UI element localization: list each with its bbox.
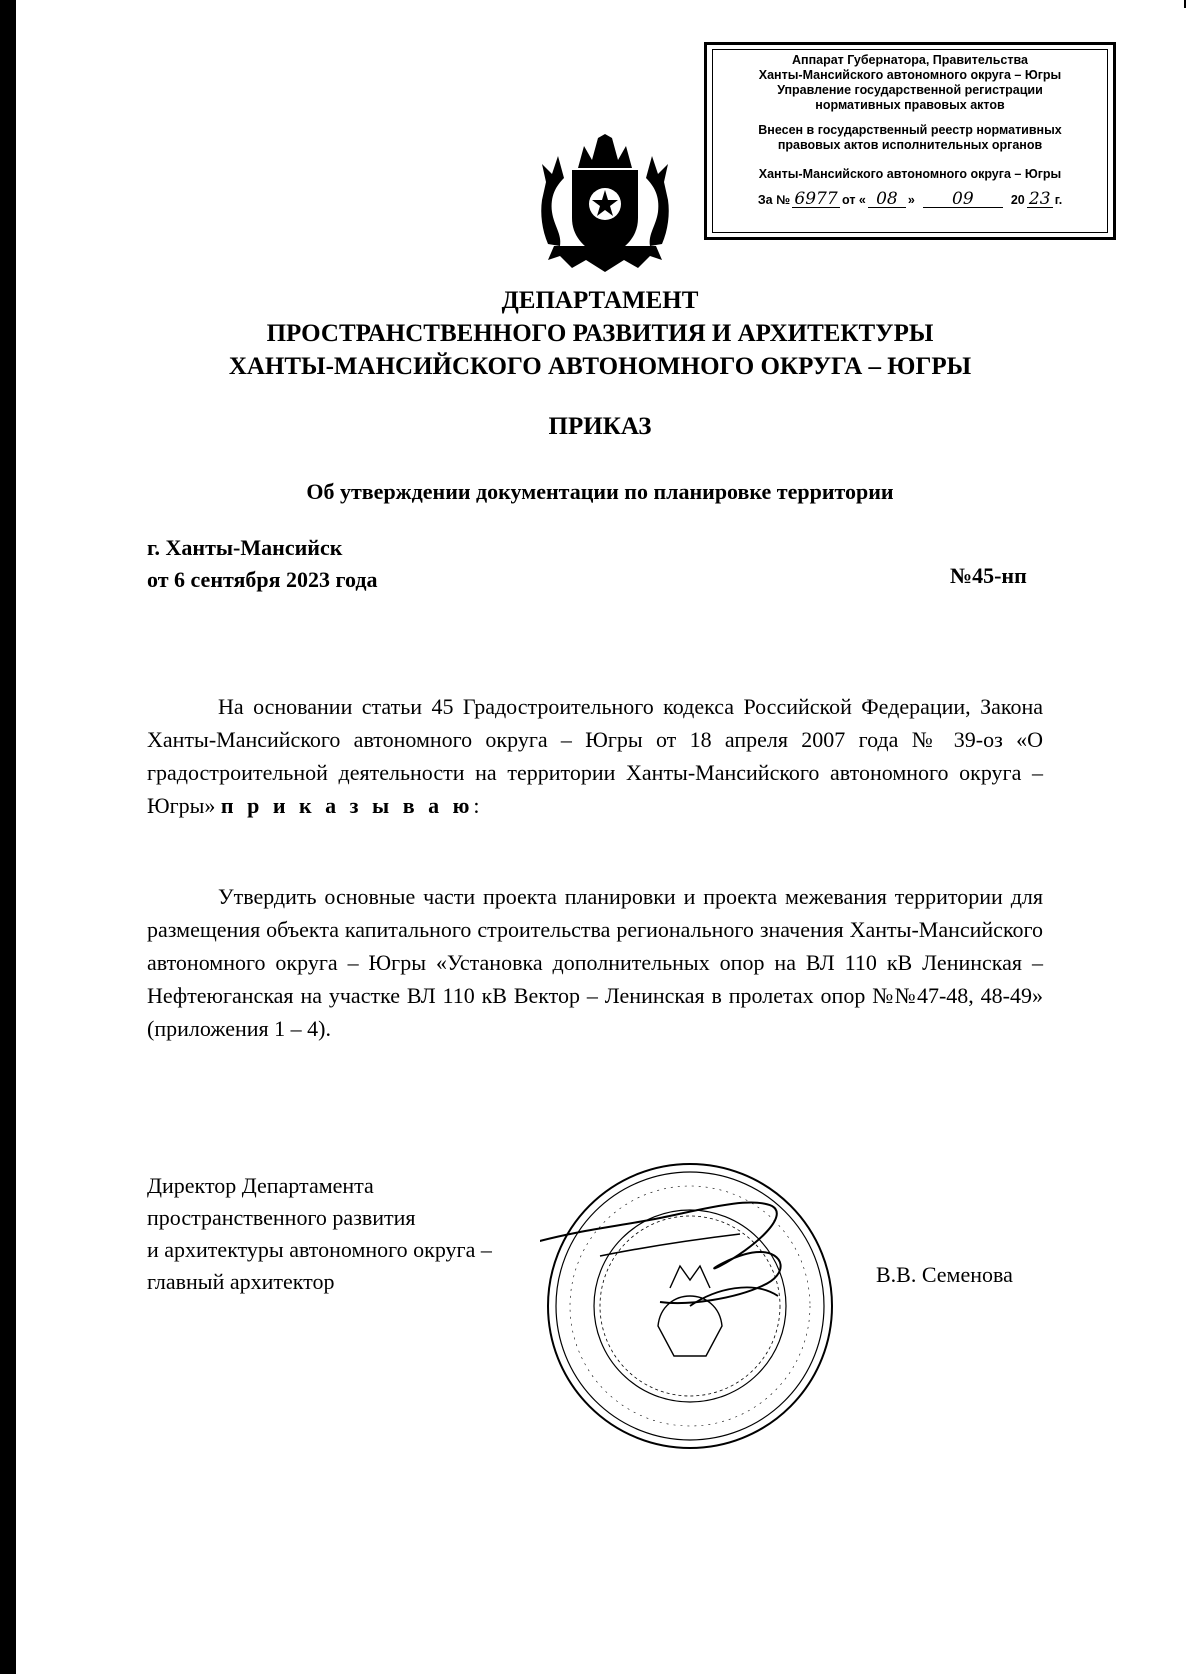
stamp-registry <box>707 123 1113 153</box>
signatory-name: В.В. Семенова <box>876 1262 1013 1287</box>
stamp-year-end: г. <box>1054 193 1063 207</box>
stamp-registry-line: Внесен в государственный реестр нормативных <box>758 123 1062 137</box>
department-name <box>150 284 1050 383</box>
stamp-number-prefix: За № <box>757 193 791 207</box>
stamp-year-suffix: 23 <box>1027 192 1053 208</box>
preamble-paragraph <box>147 690 1043 822</box>
resolution-paragraph: Утвердить основные части проекта планировки и проекта межевания территории для размещения объекта капитального строительства регионального значения Ханты-Мансийского автономного округа – Югры «Установка дополнительных опор на ВЛ 110 кВ Ленинская – Нефтеюганская на участке ВЛ 110 кВ Вектор – Ленинская в пролетах опор №№47-48, 48-49» (приложения 1 – 4). <box>147 884 1043 1041</box>
stamp-day-close: » <box>907 193 915 207</box>
stamp-registry-line: правовых актов исполнительных органов <box>777 138 1043 152</box>
signatory-title-line: и архитектуры автономного округа – <box>147 1237 492 1262</box>
official-seal <box>540 1156 840 1456</box>
signatory-title-line: пространственного развития <box>147 1205 416 1230</box>
document-subject: Об утверждении документации по планировке территории <box>306 479 894 504</box>
stamp-header-line: Управление государственной регистрации <box>777 83 1043 97</box>
department-line: ПРОСТРАНСТВЕННОГО РАЗВИТИЯ И АРХИТЕКТУРЫ <box>266 320 934 347</box>
stamp-month: 09 <box>923 192 1003 208</box>
department-line: ХАНТЫ-МАНСИЙСКОГО АВТОНОМНОГО ОКРУГА – ЮГРЫ <box>228 353 972 380</box>
stamp-year-prefix: 20 <box>1010 193 1025 207</box>
stamp-header-line: Аппарат Губернатора, Правительства <box>792 53 1028 67</box>
scan-edge <box>0 0 16 1674</box>
stamp-number-line <box>707 189 1113 209</box>
order-colon: : <box>473 793 480 818</box>
stamp-from-label: от « <box>842 193 866 207</box>
city: г. Ханты-Мансийск <box>147 535 343 560</box>
stamp-header <box>707 45 1113 113</box>
signatory-title-line: Директор Департамента <box>147 1173 374 1198</box>
stamp-region: Ханты-Мансийского автономного округа – Югры <box>758 167 1062 181</box>
registration-stamp <box>704 42 1116 240</box>
stamp-header-line: нормативных правовых актов <box>815 98 1005 112</box>
scan-mark <box>1184 0 1186 8</box>
preamble-text: На основании статьи 45 Градостроительного кодекса Российской Федерации, Закона Ханты-Мансийского автономного округа – Югры от 18 апреля 2007 года № 39-оз «О градостроительной деятельности на территории Ханты-Мансийского автономного округа – Югры» <box>147 694 1043 818</box>
signatory-title <box>147 1170 567 1298</box>
order-word: п р и к а з ы в а ю <box>220 793 474 818</box>
department-line: ДЕПАРТАМЕНТ <box>501 287 699 314</box>
stamp-header-line: Ханты-Мансийского автономного округа – Югры <box>758 68 1062 82</box>
document-date: от 6 сентября 2023 года <box>147 567 378 592</box>
signatory-title-line: главный архитектор <box>147 1269 335 1294</box>
stamp-number-value: 6977 <box>792 192 840 208</box>
coat-of-arms-emblem <box>538 134 672 272</box>
document-type: ПРИКАЗ <box>548 413 652 440</box>
stamp-day: 08 <box>868 192 906 208</box>
document-number: №45-нп <box>950 563 1027 588</box>
